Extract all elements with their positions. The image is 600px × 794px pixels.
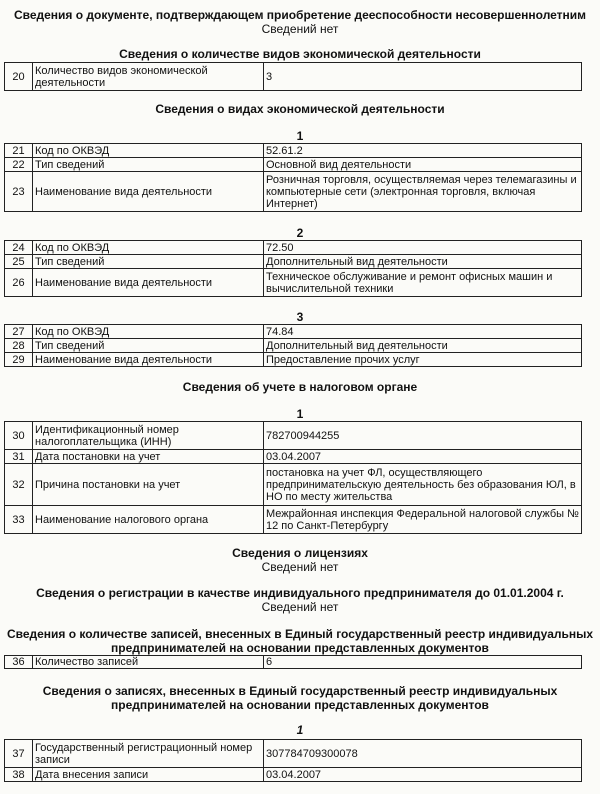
table-row xyxy=(5,422,582,450)
group-number: 2 xyxy=(296,226,304,240)
row-label: Дата постановки на учет xyxy=(33,450,264,464)
row-label: Тип сведений xyxy=(33,339,264,353)
row-number: 24 xyxy=(5,241,33,255)
row-number: 30 xyxy=(5,422,33,450)
row-number: 25 xyxy=(5,255,33,269)
row-label: Код по ОКВЭД xyxy=(33,325,264,339)
table-row xyxy=(5,339,582,353)
row-value: 307784709300078 xyxy=(264,740,582,768)
row-value: 03.04.2007 xyxy=(264,768,582,782)
group-number: 1 xyxy=(296,723,304,737)
row-value: 72.50 xyxy=(264,241,582,255)
table-row xyxy=(5,740,582,768)
row-value: 03.04.2007 xyxy=(264,450,582,464)
table-activity-count xyxy=(4,62,582,91)
table-row xyxy=(5,450,582,464)
row-value: 6 xyxy=(264,656,582,669)
row-value: Розничная торговля, осуществляемая через телемагазины и компьютерные сети (электронная торговля, включая Интернет) xyxy=(264,172,582,212)
row-number: 29 xyxy=(5,353,33,367)
table-activity-1 xyxy=(4,143,582,212)
group-number: 1 xyxy=(296,407,304,421)
row-number: 28 xyxy=(5,339,33,353)
row-number: 32 xyxy=(5,464,33,506)
row-number: 22 xyxy=(5,158,33,172)
table-activity-3 xyxy=(4,324,582,367)
row-value: 52.61.2 xyxy=(264,144,582,158)
table-row xyxy=(5,325,582,339)
table-row xyxy=(5,464,582,506)
row-label: Количество записей xyxy=(33,656,264,669)
row-label: Тип сведений xyxy=(33,158,264,172)
row-label: Наименование налогового органа xyxy=(33,506,264,534)
table-row xyxy=(5,506,582,534)
row-value: Дополнительный вид деятельности xyxy=(264,339,582,353)
table-row xyxy=(5,353,582,367)
table-row xyxy=(5,172,582,212)
section-title-records-line2: предпринимателей на основании представленных документов xyxy=(111,698,489,712)
section-title-activities: Сведения о видах экономической деятельности xyxy=(155,102,445,116)
row-number: 21 xyxy=(5,144,33,158)
table-row xyxy=(5,158,582,172)
no-data-text: Сведений нет xyxy=(261,600,339,614)
section-title-minor-capacity: Сведения о документе, подтверждающем приобретение дееспособности несовершеннолетним xyxy=(13,8,587,22)
row-value: Техническое обслуживание и ремонт офисных машин и вычислительной техники xyxy=(264,269,582,297)
row-label: Причина постановки на учет xyxy=(33,464,264,506)
row-number: 33 xyxy=(5,506,33,534)
table-row xyxy=(5,656,582,669)
group-number: 3 xyxy=(296,310,304,324)
table-tax xyxy=(4,421,582,534)
table-row xyxy=(5,241,582,255)
row-number: 20 xyxy=(5,63,33,91)
row-value: Предоставление прочих услуг xyxy=(264,353,582,367)
row-label: Наименование вида деятельности xyxy=(33,353,264,367)
table-row xyxy=(5,269,582,297)
section-title-licenses: Сведения о лицензиях xyxy=(232,546,368,560)
table-records xyxy=(4,739,582,782)
row-label: Количество видов экономической деятельности xyxy=(33,63,264,91)
table-row xyxy=(5,63,582,91)
section-title-activity-count: Сведения о количестве видов экономической деятельности xyxy=(119,47,481,61)
no-data-text: Сведений нет xyxy=(261,22,339,36)
row-label: Код по ОКВЭД xyxy=(33,144,264,158)
row-label: Дата внесения записи xyxy=(33,768,264,782)
row-value: 74.84 xyxy=(264,325,582,339)
table-row xyxy=(5,255,582,269)
row-label: Наименование вида деятельности xyxy=(33,269,264,297)
row-value: 782700944255 xyxy=(264,422,582,450)
row-value: Дополнительный вид деятельности xyxy=(264,255,582,269)
row-number: 23 xyxy=(5,172,33,212)
row-value: постановка на учет ФЛ, осуществляющего предпринимательскую деятельность без образования ЮЛ, в НО по месту жительства xyxy=(264,464,582,506)
row-label: Наименование вида деятельности xyxy=(33,172,264,212)
row-number: 36 xyxy=(5,656,33,669)
row-label: Идентификационный номер налогоплательщика (ИНН) xyxy=(33,422,264,450)
row-number: 26 xyxy=(5,269,33,297)
section-title-records-count-line2: предпринимателей на основании представленных документов xyxy=(111,641,489,655)
table-records-count xyxy=(4,655,582,669)
row-number: 31 xyxy=(5,450,33,464)
section-title-tax: Сведения об учете в налоговом органе xyxy=(182,380,418,394)
row-number: 37 xyxy=(5,740,33,768)
row-number: 38 xyxy=(5,768,33,782)
row-label: Тип сведений xyxy=(33,255,264,269)
table-row xyxy=(5,144,582,158)
no-data-text: Сведений нет xyxy=(261,560,339,574)
group-number: 1 xyxy=(296,129,304,143)
section-title-records: Сведения о записях, внесенных в Единый государственный реестр индивидуальных xyxy=(42,684,558,698)
row-label: Код по ОКВЭД xyxy=(33,241,264,255)
row-value: Межрайонная инспекция Федеральной налоговой службы № 12 по Санкт-Петербургу xyxy=(264,506,582,534)
row-value: 3 xyxy=(264,63,582,91)
row-value: Основной вид деятельности xyxy=(264,158,582,172)
row-number: 27 xyxy=(5,325,33,339)
row-label: Государственный регистрационный номер записи xyxy=(33,740,264,768)
section-title-records-count: Сведения о количестве записей, внесенных в Единый государственный реестр индивидуальных xyxy=(6,627,594,641)
table-activity-2 xyxy=(4,240,582,297)
table-row xyxy=(5,768,582,782)
section-title-registration-2004: Сведения о регистрации в качестве индивидуального предпринимателя до 01.01.2004 г. xyxy=(36,586,564,600)
